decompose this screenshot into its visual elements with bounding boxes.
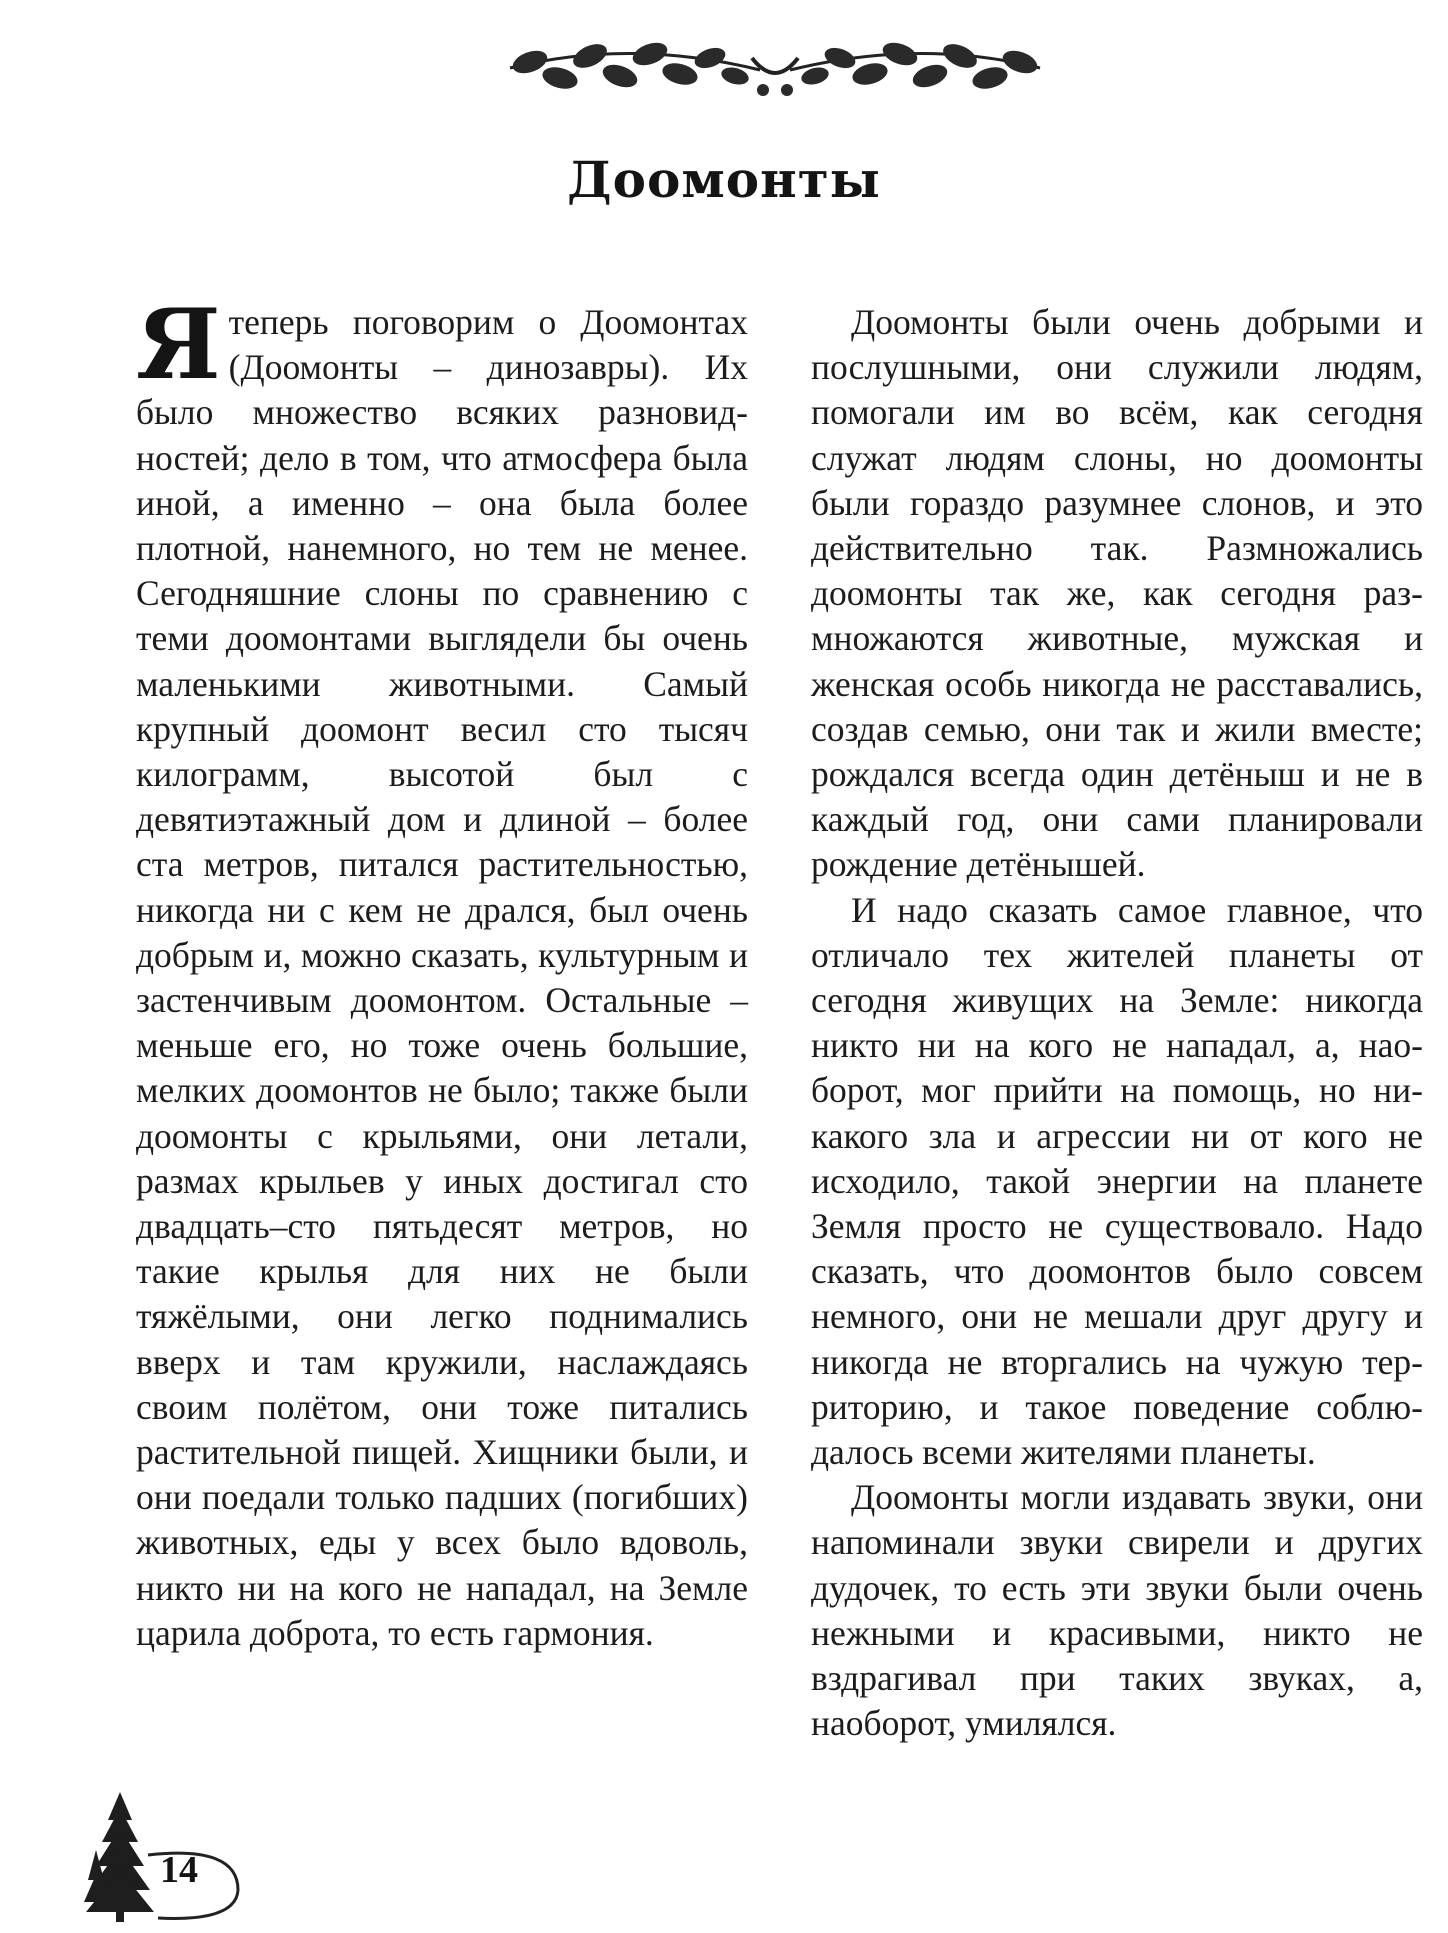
paragraph: Доомонты были очень добрыми и послушными, они служили людям, помогали им во всём, как сегодня служат людям слоны, но доомонты были гораздо разумнее слонов, и это действительно так. Размножались доомонты так же, как сегодня размножаются животные, мужская и женская особь никогда не расставались, создав семью, они так и жили вместе; рождался всегда один детёныш и не в каждый год, они сами планировали рождение детёнышей. bbox=[811, 302, 1423, 885]
page-number: 14 bbox=[160, 1849, 198, 1891]
right-column bbox=[811, 300, 1423, 1747]
drop-cap: Я bbox=[136, 288, 221, 401]
paragraph-text: теперь поговорим о Доомонтах (Доомонты – динозавры). Их было множество всяких разновидностей; дело в том, что атмосфера была иной, а именно – она была более плотной, нанемного, но тем не менее. Сегодняшние слоны по сравнению с теми доомонтами выглядели бы очень маленькими животными. Самый крупный доомонт весил сто тысяч килограмм, высотой был с девятиэтажный дом и длиной – более ста метров, питался растительностью, никогда ни с кем не дрался, был очень добрым и, можно сказать, культурным и застенчивым доомонтом. Остальные – меньше его, но тоже очень большие, мелких доомонтов не было; также были доомонты с крыльями, они летали, размах крыльев у иных достигал сто двадцать–сто пятьдесят метров, но такие крылья для них не были тяжёлыми, они легко поднимались вверх и там кружили, наслаждаясь своим полётом, они тоже питались растительной пищей. Хищники были, и они поедали только падших (погибших) животных, еды у всех было вдоволь, никто ни на кого не нападал, на Земле царила доброта, то есть гармония. bbox=[136, 302, 748, 1653]
paragraph: Доомонты могли издавать звуки, они напоминали звуки свирели и других дудочек, то есть эти звуки были очень нежными и красивыми, никто не вздрагивал при таких звуках, а, наоборот, умилялся. bbox=[811, 1477, 1423, 1744]
left-column bbox=[136, 288, 748, 1656]
page-title: Доомонты bbox=[567, 150, 881, 209]
paragraph: И надо сказать самое главное, что отличало тех жителей планеты от сегодня живущих на Земле: никогда никто ни на кого не нападал, а, наоборот, мог прийти на помощь, но никакого зла и агрессии ни от кого не исходило, такой энергии на планете Земля просто не существовало. Надо сказать, что доомонтов было совсем немного, они не мешали друг другу и никогда не вторгались на чужую территорию, и такое поведение соблюдалось всеми жителями планеты. bbox=[811, 889, 1423, 1473]
paragraph bbox=[136, 288, 748, 1656]
oak-leaf-garland-icon bbox=[490, 28, 1060, 108]
